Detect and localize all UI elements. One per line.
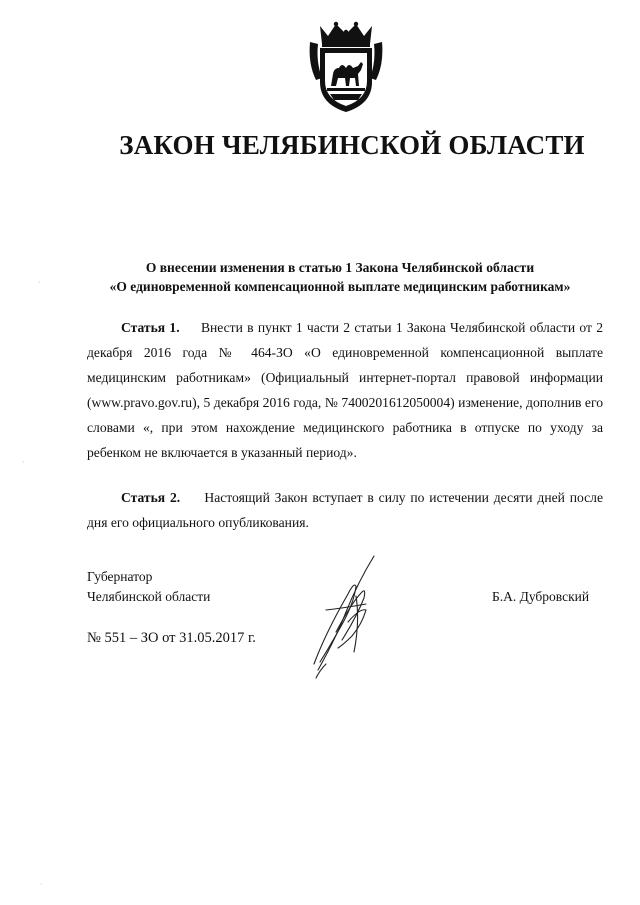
margin-dot: · [38, 278, 41, 287]
signer-name: Б.А. Дубровский [492, 589, 590, 604]
article-2 [87, 485, 603, 535]
signer-title-line-1: Губернатор [87, 569, 153, 584]
signer-title-line-2: Челябинской области [87, 589, 211, 604]
law-number: № 551 – ЗО от 31.05.2017 г. [87, 630, 256, 646]
signer-title [87, 567, 210, 607]
subtitle-line-2: «О единовременной компенсационной выплате медицинским работникам» [109, 279, 571, 294]
article-2-heading: Статья 2. [121, 490, 181, 505]
article-1-heading: Статья 1. [121, 320, 180, 335]
coat-of-arms-icon [306, 20, 386, 116]
margin-dot: · [22, 458, 25, 467]
article-2-text: Настоящий Закон вступает в силу по истечении десяти дней после дня его официального опубликования. [87, 490, 603, 530]
signature-image [296, 552, 406, 682]
document-title: ЗАКОН ЧЕЛЯБИНСКОЙ ОБЛАСТИ [119, 130, 585, 160]
margin-dot: · [40, 880, 43, 889]
subtitle-line-1: О внесении изменения в статью 1 Закона Челябинской области [145, 260, 535, 275]
article-1-text: Внести в пункт 1 части 2 статьи 1 Закона Челябинской области от 2 декабря 2016 года № 464-ЗО «О единовременной компенсационной выплате медицинским работникам» (Официальный интернет-портал правовой информации (www.pravo.gov.ru), 5 декабря 2016 года, № 7400201612050004) изменение, дополнив его словами «, при этом нахождение медицинского работника в отпуске по уходу за ребенком не включается в указанный период». [87, 320, 603, 460]
article-1 [87, 315, 603, 465]
document-subtitle [60, 258, 620, 296]
